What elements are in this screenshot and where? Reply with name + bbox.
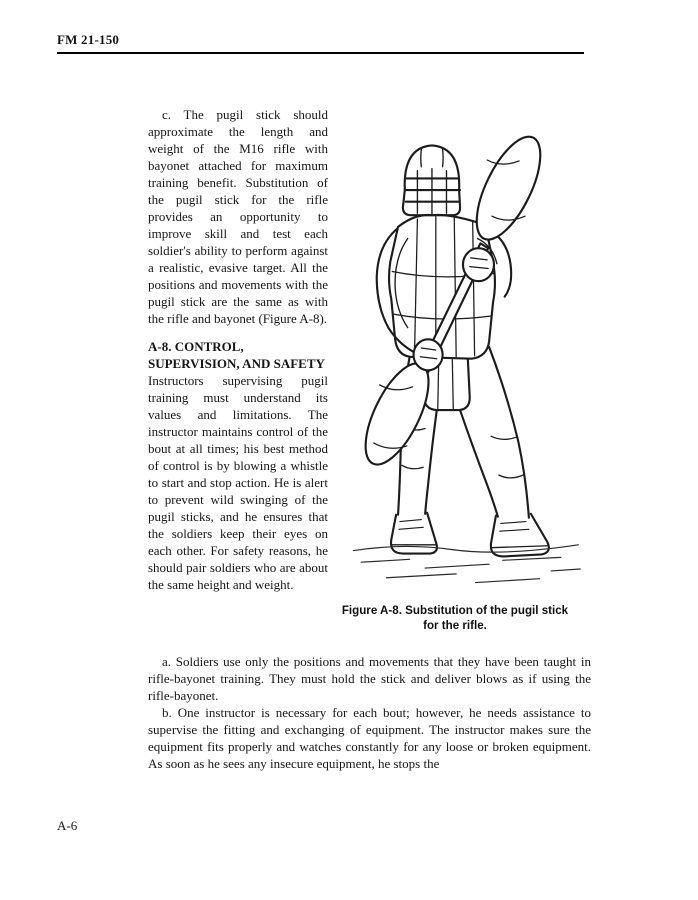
lower-glove (414, 339, 443, 370)
paragraph-b: b. One instructor is necessary for each bout; however, he needs assistance to supervise the fitting and exchanging of equipment. The instructor makes sure the equipment fits properly and watches constantly for any loose or broken equipment. As soon as he sees any insecure equipment, he stops the (148, 705, 591, 771)
left-text-column (148, 106, 328, 593)
figure-caption-line1: Figure A-8. Substitution of the pugil stick (341, 604, 569, 617)
section-heading-a8: A-8. CONTROL, SUPERVISION, AND SAFETY (148, 339, 325, 371)
body-text (148, 653, 591, 772)
figure-a8-illustration (336, 103, 588, 595)
ground-hatching (353, 545, 580, 583)
upper-glove (463, 248, 494, 281)
document-number: FM 21-150 (57, 32, 120, 47)
pugil-stick-lower-pad (353, 355, 442, 474)
paragraph-supervision: Instructors supervising pugil training must understand its values and limitations. The instructor maintains control of the bout at all times; his best method of control is by blowing a whistle to start and stop action. He is alert to prevent wild swinging of the pugil sticks, and he ensures that the soldiers keep their eyes on each other. For safety reasons, he should pair soldiers who are about the same height and weight. (148, 373, 328, 592)
pugil-stick-upper-pad (464, 128, 553, 249)
paragraph-a: a. Soldiers use only the positions and movements that they have been taught in rifle-bayonet training. They must hold the stick and deliver blows as if using the rifle-bayonet. (148, 654, 591, 703)
paragraph-c: c. The pugil stick should approximate the length and weight of the M16 rifle with bayonet attached for maximum training benefit. Substitution of the pugil stick for the rifle provides an opportunity to improve skill and test each soldier's ability to perform against a realistic, evasive target. All the positions and movements with the pugil stick are the same as with the rifle and bayonet (Figure A-8). (148, 107, 328, 326)
page-number: A-6 (57, 818, 78, 833)
pugil-fighter-drawing (336, 103, 588, 595)
header-rule (57, 52, 584, 54)
figure-caption-line2: for the rifle. (423, 618, 487, 632)
figure-caption (320, 604, 590, 633)
